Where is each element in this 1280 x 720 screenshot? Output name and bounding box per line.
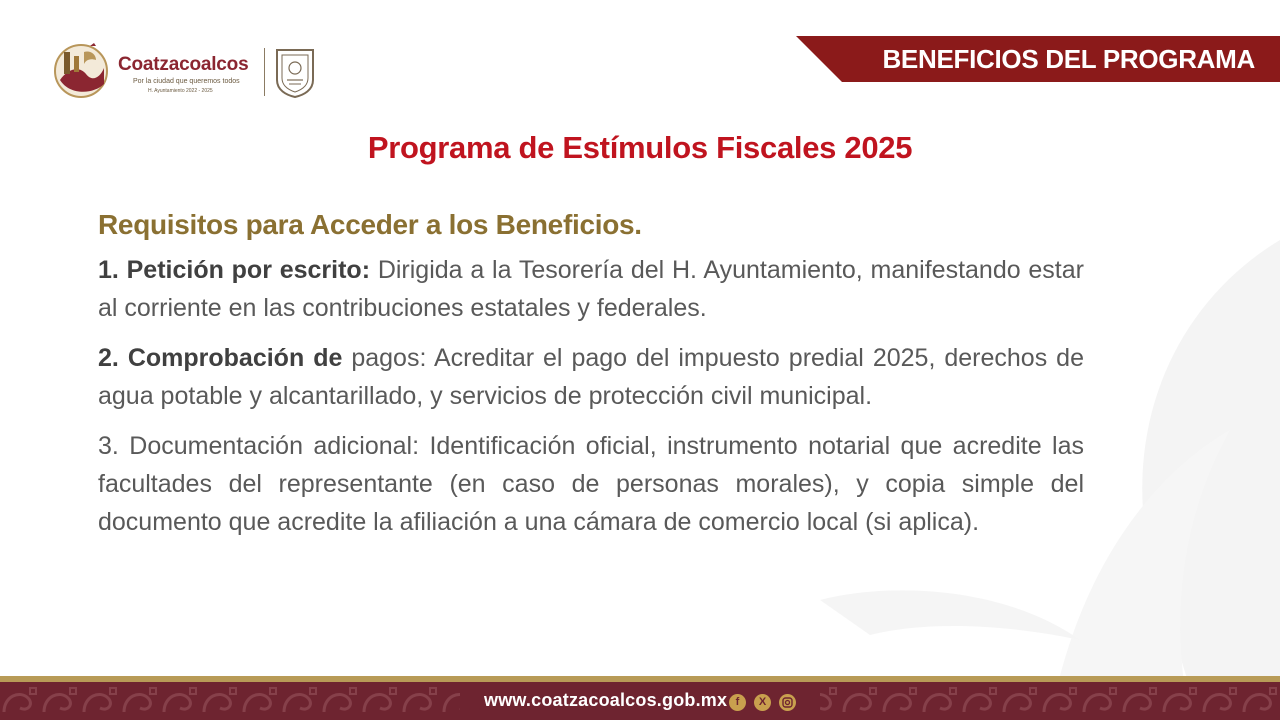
- facebook-icon[interactable]: f: [729, 694, 746, 711]
- banner-title: BENEFICIOS DEL PROGRAMA: [882, 44, 1255, 74]
- requirement-text: 3. Documentación adicional: Identificación oficial, instrumento notarial que acredite las facultades del representante (en caso de personas morales), y copia simple del documento que acredite la afiliación a una cámara de comercio local (si aplica).: [98, 432, 1084, 536]
- coatzacoalcos-logo: [50, 38, 320, 102]
- logo-subline: H. Ayuntamiento 2022 - 2025: [148, 88, 213, 94]
- logo-tagline: Por la ciudad que queremos todos: [133, 78, 240, 85]
- website-link[interactable]: www.coatzacoalcos.gob.mx: [484, 690, 728, 710]
- section-banner: [796, 36, 1280, 82]
- requirement-text: pagos: Acreditar el pago del impuesto predial 2025, derechos de agua potable y alcantarillado, y servicios de protección civil municipal.: [98, 344, 1084, 410]
- requirement-lead: 2. Comprobación de: [98, 344, 343, 372]
- x-icon[interactable]: X: [754, 694, 771, 711]
- requirement-lead: 1. Petición por escrito:: [98, 256, 371, 284]
- requirement-item: [98, 251, 1084, 327]
- instagram-icon[interactable]: [779, 694, 796, 711]
- logo-divider: [264, 48, 265, 96]
- requirements-content: [98, 205, 1084, 553]
- municipal-seal-icon: [274, 46, 316, 98]
- city-emblem-icon: [50, 38, 112, 100]
- requirement-text: Dirigida a la Tesorería del H. Ayuntamiento, manifestando estar al corriente en las contribuciones estatales y federales.: [98, 256, 1084, 322]
- logo-name: Coatzacoalcos: [118, 54, 249, 75]
- section-subtitle: Requisitos para Acceder a los Beneficios.: [98, 209, 642, 240]
- page-title: Programa de Estímulos Fiscales 2025: [367, 130, 913, 165]
- requirement-item: [98, 427, 1084, 541]
- footer: [0, 682, 1280, 720]
- requirement-item: [98, 339, 1084, 415]
